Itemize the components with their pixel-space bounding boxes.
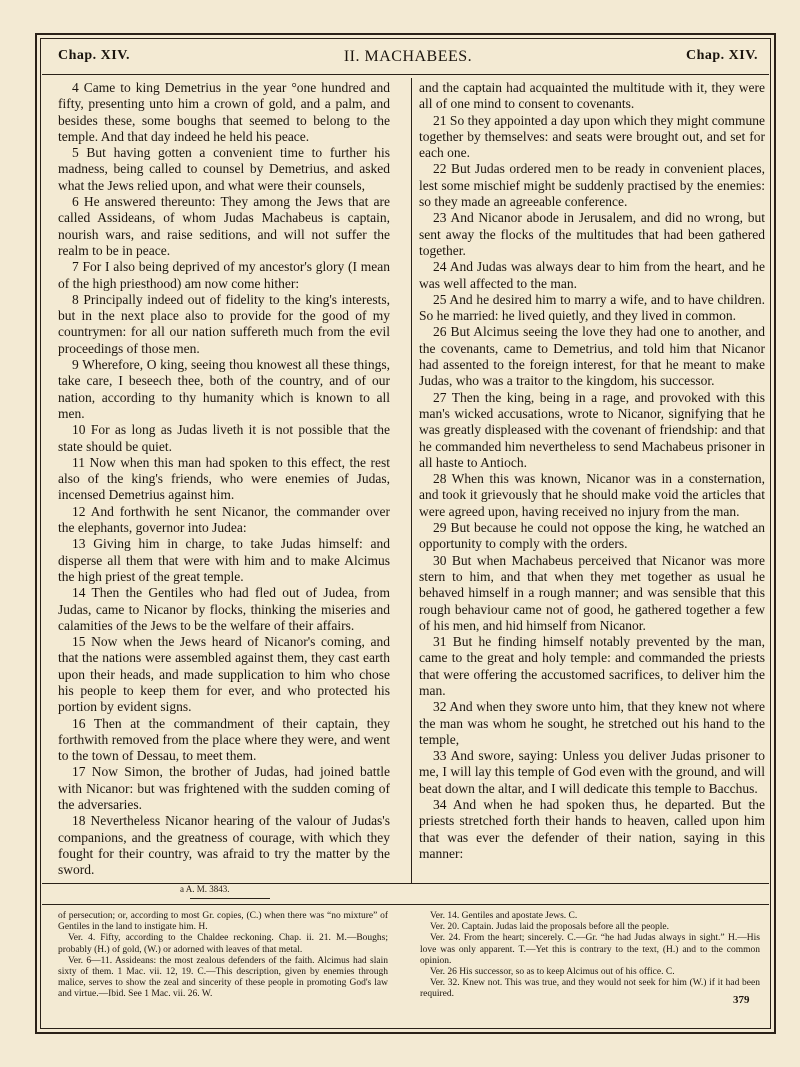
verse-30: 30 But when Machabeus perceived that Nicanor was more stern to him, and that when they met together as usual he behaved himself in a rough manner; and was sensible that this rough behaviour came not of good, he gathered together a few of his men, and hid himself from Nicanor. (419, 552, 765, 633)
text-bottom-rule (42, 883, 769, 884)
verse-18: 18 Nevertheless Nicanor hearing of the valour of Judas's companions, and the greatness of courage, with which they fought for their country, was afraid to try the matter by the sword. (58, 813, 390, 878)
verse-6: 6 He answered thereunto: They among the Jews that are called Assideans, of whom Judas Machabeus is captain, nourish wars, and raise seditions, and will not suffer the realm to be in peace. (58, 194, 390, 258)
right-text-column (419, 80, 765, 880)
note-ver-20: Ver. 20. Captain. Judas laid the proposals before all the people. (430, 922, 670, 933)
verse-17: 17 Now Simon, the brother of Judas, had joined battle with Nicanor: but was frightened with the sudden coming of the adversaries. (58, 764, 390, 813)
header-rule (42, 74, 769, 75)
note-ver-4: Ver. 4. Fifty, according to the Chaldee reckoning. Chap. ii. 21. M.—Boughs; probably (H.) of gold, (W.) or adorned with leaves of that metal. (58, 933, 388, 955)
note-ver-14: Ver. 14. Gentiles and apostate Jews. C. (430, 911, 578, 921)
verse-23: 23 And Nicanor abode in Jerusalem, and did no wrong, but sent away the flocks of the multitudes that had been gathered together. (419, 210, 765, 258)
verse-20-continuation: and the captain had acquainted the multitude with it, they were all of one mind to consent to covenants. (419, 80, 765, 112)
verse-9: 9 Wherefore, O king, seeing thou knowest all these things, take care, I beseech thee, both of the country, and of our nation, according to thy humanity which is known to all men. (58, 357, 390, 421)
commentary-notes-left (58, 911, 388, 1026)
verse-33: 33 And swore, saying: Unless you deliver Judas prisoner to me, I will lay this temple of God even with the ground, and will beat down the altar, and I will dedicate this temple to Bacchus. (419, 748, 765, 796)
left-text-column (58, 80, 390, 880)
commentary-notes-right (420, 911, 760, 1026)
verse-4: 4 Came to king Demetrius in the year °one hundred and fifty, presenting unto him a crown of gold, and a palm, and besides these, some boughs that seemed to belong to the temple. And that day indeed he held his peace. (58, 80, 390, 144)
note-ver-24: Ver. 24. From the heart; sincerely. C.—Gr. “he had Judas always in sight.” H.—His love was only apparent. T.—Yet this is contrary to the text, (H.) and to the common opinion. (420, 933, 760, 966)
note-ver-6-11: Ver. 6—11. Assideans: the most zealous defenders of the faith. Alcimus had slain sixty of them. 1 Mac. vii. 12, 19. C.—This description, given by enemies through malice, serves to show the zeal and sincerity of these people in promoting God's law and virtue.—Ibid. See 1 Mac. vii. 26. W. (58, 955, 388, 1000)
verse-12: 12 And forthwith he sent Nicanor, the commander over the elephants, governor into Judea: (58, 503, 390, 536)
verse-24: 24 And Judas was always dear to him from the heart, and he was well affected to the man. (419, 259, 765, 291)
notes-top-rule (42, 904, 769, 905)
verse-14: 14 Then the Gentiles who had fled out of Judea, from Judas, came to Nicanor by flocks, thinking the miseries and calamities of the Jews to be the welfare of their affairs. (58, 585, 390, 633)
verse-32: 32 And when they swore unto him, that they knew not where the man was whom he sought, he stretched out his hand to the temple, (419, 699, 765, 747)
header-book-title: II. MACHABEES. (343, 48, 473, 65)
verse-31: 31 But he finding himself notably prevented by the man, came to the great and holy temple: and commanded the priests that were offering the accustomed sacrifices, to deliver him the man. (419, 634, 765, 698)
verse-28: 28 When this was known, Nicanor was in a consternation, and took it grievously that he should make void the articles that were agreed upon, having received no injury from the man. (419, 471, 765, 519)
verse-13: 13 Giving him in charge, to take Judas himself: and disperse all them that were with him and to make Alcimus the high priest of the great temple. (58, 536, 390, 584)
note-ver-32: Ver. 32. Knew not. This was true, and they would not seek for him (W.) if it had been required. (420, 978, 760, 1000)
page-number: 379 (733, 994, 750, 1006)
verse-19 (58, 879, 390, 880)
note-ver-26: Ver. 26 His successor, so as to keep Alcimus out of his office. C. (430, 967, 675, 978)
verse-11: 11 Now when this man had spoken to this effect, the rest also of the king's friends, who were enemies of Judas, incensed Demetrius against him. (58, 454, 390, 503)
verse-34: 34 And when he had spoken thus, he departed. But the priests stretched forth their hands to heaven, called upon him that was ever the defender of their nation, saying in this manner: (419, 797, 765, 861)
verse-29: 29 But because he could not oppose the king, he watched an opportunity to comply with the orders. (419, 520, 765, 552)
verse-16: 16 Then at the commandment of their captain, they forthwith removed from the place where they were, and went to the town of Dessau, to meet them. (58, 715, 390, 764)
verse-8: 8 Principally indeed out of fidelity to the king's interests, but in the next place also to provide for the good of my countrymen: for all our nation suffereth much from the evil proceedings of those men. (58, 291, 390, 356)
verse-26: 26 But Alcimus seeing the love they had one to another, and the covenants, came to Demetrius, and told him that Nicanor had assented to the foreign interest, for that he meant to make Judas, who was a traitor to the kingdom, his successor. (419, 324, 765, 389)
verse-27: 27 Then the king, being in a rage, and provoked with this man's wicked accusations, wrote to Nicanor, signifying that he was greatly displeased with the covenant of friendship: and that he commanded him nevertheless to send Machabeus prisoner in all haste to Antioch. (419, 389, 765, 470)
header-chapter-right: Chap. XIV. (685, 48, 758, 63)
verse-15: 15 Now when the Jews heard of Nicanor's coming, and that the nations were assembled against them, they cast earth upon their heads, and made supplication to him who chose his people to keep them for ever, and who protected his portion by evident signs. (58, 634, 390, 715)
header-chapter-left: Chap. XIV. (58, 48, 131, 63)
verse-21: 21 So they appointed a day upon which they might commune together by themselves: and seats were brought out, and set for each one. (419, 112, 765, 161)
verse-25: 25 And he desired him to marry a wife, and to have children. So he married: he lived quietly, and they lived in common. (419, 291, 765, 324)
verse-10: 10 For as long as Judas liveth it is not possible that the state should be quiet. (58, 422, 390, 454)
verse-22: 22 But Judas ordered men to be ready in convenient places, lest some mischief might be suddenly practised by the enemies: so they made an agreeable conference. (419, 161, 765, 210)
footnote-rule (190, 898, 270, 899)
column-divider (411, 78, 412, 883)
footnote-marker: a A. M. 3843. (180, 884, 230, 894)
note-continuation: of persecution; or, according to most Gr. copies, (C.) when there was “no mixture” of Gentiles in the land to instigate him. H. (58, 911, 388, 933)
verse-5: 5 But having gotten a convenient time to further his madness, being called to counsel by Demetrius, and asked what the Jews relied upon, and what were their counsels, (58, 145, 390, 193)
running-header (58, 48, 758, 72)
verse-7: 7 For I also being deprived of my ancestor's glory (I mean of the high priesthood) am now come hither: (58, 259, 390, 291)
